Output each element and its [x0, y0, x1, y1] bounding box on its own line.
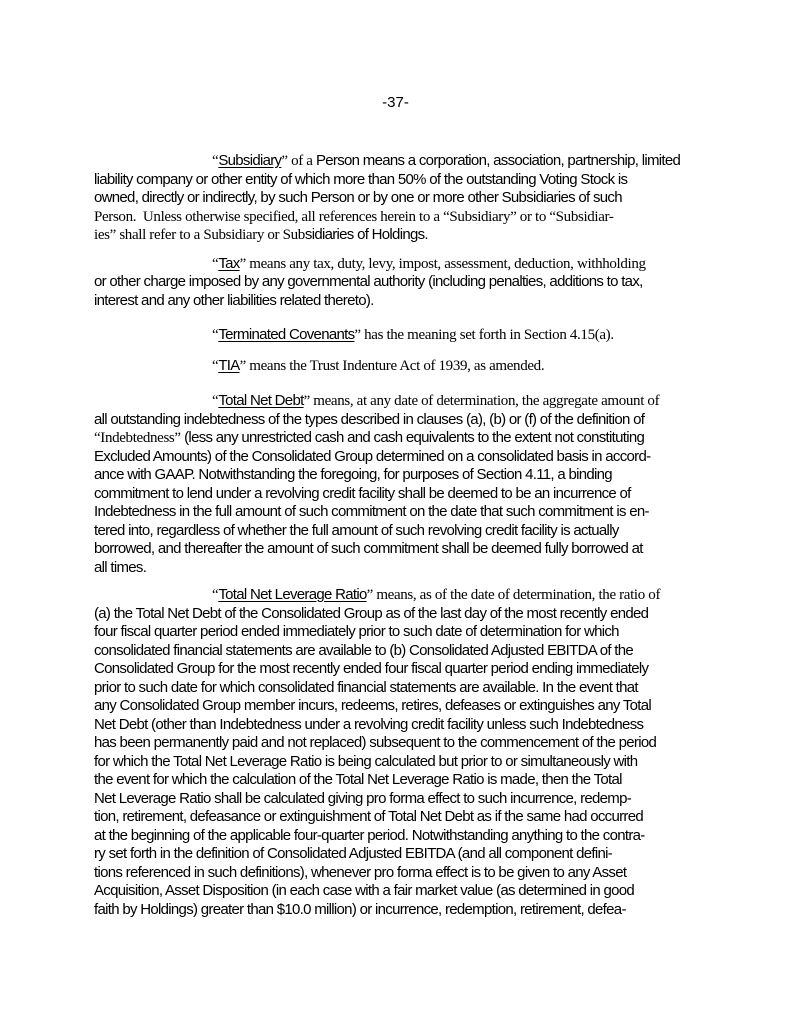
text-line [94, 771, 749, 790]
text-run: tion, retirement, defeasance or extinguishment of Total Net Debt as if the same had occurred [94, 808, 643, 825]
text-line [94, 466, 749, 485]
text-line [94, 208, 749, 227]
text-run: “ [212, 153, 219, 169]
text-line [94, 753, 749, 772]
text-line [94, 485, 749, 504]
text-run: (a) the Total Net Debt of the Consolidated Group as of the last day of the most recently ended [94, 604, 649, 622]
defined-term: Terminated Covenants [218, 326, 355, 343]
page-number: -37- [382, 94, 409, 111]
text-run: “ [212, 327, 219, 343]
text-run: tered into, regardless of whether the full amount of such revolving credit facility is actually [94, 521, 619, 539]
defined-term: Tax [218, 254, 240, 272]
definition-paragraph-total-net-leverage-ratio [94, 586, 749, 919]
text-line [94, 448, 749, 467]
text-line [94, 864, 749, 883]
defined-term: Subsidiary [218, 152, 282, 169]
text-run: four fiscal quarter period ended immediately prior to such date of determination for which [94, 623, 619, 640]
text-line [94, 697, 749, 716]
document-body [94, 152, 749, 930]
text-run: ” means the Trust Indenture Act of 1939, as amended. [239, 357, 545, 374]
text-run: ” means, as of the date of determination, the ratio of [366, 587, 661, 603]
definition-paragraph-tia [94, 357, 749, 376]
text-run: Consolidated Group for the most recently ended four fiscal quarter period ending immediately [94, 660, 649, 677]
text-run: Person means a corporation, association, partnership, limited [315, 152, 681, 169]
definition-paragraph-terminated-covenants [94, 326, 749, 345]
defined-term: Total Net Debt [218, 392, 304, 409]
text-line [94, 734, 749, 753]
text-run: ” means, at any date of determination, the aggregate amount of [303, 393, 660, 409]
text-run: “ [212, 255, 219, 272]
definition-paragraph-tax [94, 255, 749, 311]
text-line [94, 411, 749, 430]
text-run: for which the Total Net Leverage Ratio is being calculated but prior to or simultaneously with [94, 752, 638, 770]
text-line [94, 522, 749, 541]
defined-term: TIA [218, 356, 240, 374]
text-line [94, 605, 749, 624]
text-run: “Indebtedness” [94, 430, 185, 446]
text-line [94, 808, 749, 827]
text-run: faith by Holdings) greater than $10.0 million) or incurrence, redemption, retirement, defea- [94, 900, 626, 918]
text-run: any Consolidated Group member incurs, redeems, retires, defeases or extinguishes any Total [94, 697, 652, 714]
text-run: ” means any tax, duty, levy, impost, assessment, deduction, withholding [239, 255, 646, 272]
text-line [94, 540, 749, 559]
text-run: consolidated financial statements are available to (b) Consolidated Adjusted EBITDA of the [94, 641, 634, 659]
text-line [94, 273, 749, 292]
text-line [94, 559, 749, 578]
text-line [94, 660, 749, 679]
text-run: owned, directly or indirectly, by such Person or by one or more other Subsidiaries of such [94, 189, 622, 206]
text-line [94, 255, 749, 274]
text-run: ance with GAAP. Notwithstanding the foregoing, for purposes of Section 4.11, a binding [94, 466, 612, 483]
definition-paragraph-total-net-debt [94, 392, 749, 577]
text-run: all times. [94, 558, 147, 576]
definition-paragraph-subsidiary [94, 152, 749, 245]
text-run: ies” shall refer to a Subsidiary or Sub [94, 227, 305, 243]
text-run: Net Debt (other than Indebtedness under a revolving credit facility unless such Indebtedness [94, 715, 644, 733]
text-line [94, 392, 749, 411]
text-run: Net Leverage Ratio shall be calculated giving pro forma effect to such incurrence, redemp- [94, 789, 632, 807]
text-line [94, 429, 749, 448]
text-run: ry set forth in the definition of Consolidated Adjusted EBITDA (and all component defini- [94, 845, 613, 862]
text-run: Excluded Amounts) of the Consolidated Group determined on a consolidated basis in accord- [94, 447, 651, 465]
text-run: Acquisition, Asset Disposition (in each case with a fair market value (as determined in good [94, 882, 635, 899]
text-line [94, 882, 749, 901]
text-run: ” has the meaning set forth in Section 4.15(a). [354, 327, 614, 343]
text-line [94, 901, 749, 920]
text-run: all outstanding indebtedness of the types described in clauses (a), (b) or (f) of the definition of [94, 410, 645, 428]
text-line [94, 326, 749, 345]
text-run: liability company or other entity of which more than 50% of the outstanding Voting Stock is [94, 170, 628, 188]
text-run: interest and any other liabilities related thereto). [94, 291, 374, 309]
text-line [94, 226, 749, 245]
text-line [94, 679, 749, 698]
text-run: “ [212, 357, 219, 374]
text-line [94, 845, 749, 864]
text-line [94, 189, 749, 208]
text-line [94, 292, 749, 311]
text-run: (less any unrestricted cash and cash equivalents to the extent not constituting [184, 429, 645, 446]
text-run: has been permanently paid and not replaced) subsequent to the commencement of the period [94, 734, 657, 751]
text-run: prior to such date for which consolidated financial statements are available. In the event that [94, 678, 638, 696]
text-line [94, 171, 749, 190]
text-run: or other charge imposed by any governmental authority (including penalties, additions to tax, [94, 273, 643, 290]
text-line [94, 642, 749, 661]
text-line [94, 716, 749, 735]
text-run: “ [212, 393, 219, 409]
text-run: the event for which the calculation of the Total Net Leverage Ratio is made, then the Total [94, 771, 622, 788]
text-run: commitment to lend under a revolving credit facility shall be deemed to be an incurrence of [94, 484, 631, 502]
text-line [94, 790, 749, 809]
text-run: borrowed, and thereafter the amount of such commitment shall be deemed fully borrowed at [94, 540, 643, 557]
text-run: Indebtedness in the full amount of such commitment on the date that such commitment is en- [94, 503, 649, 520]
text-line [94, 152, 749, 171]
text-run: Person. Unless otherwise specified, all references herein to a “Subsidiary” or to “Subsidiar- [94, 208, 614, 225]
defined-term: Total Net Leverage Ratio [218, 586, 367, 603]
text-line [94, 623, 749, 642]
text-run: “ [212, 587, 219, 603]
text-line [94, 503, 749, 522]
text-line [94, 586, 749, 605]
text-run: tions referenced in such definitions), whenever pro forma effect is to be given to any Asset [94, 863, 627, 881]
text-run: sidiaries of Holdings. [304, 226, 428, 243]
text-line [94, 357, 749, 376]
text-run: ” of a [281, 153, 316, 169]
text-run: at the beginning of the applicable four-quarter period. Notwithstanding anything to the contra- [94, 826, 645, 844]
text-line [94, 827, 749, 846]
